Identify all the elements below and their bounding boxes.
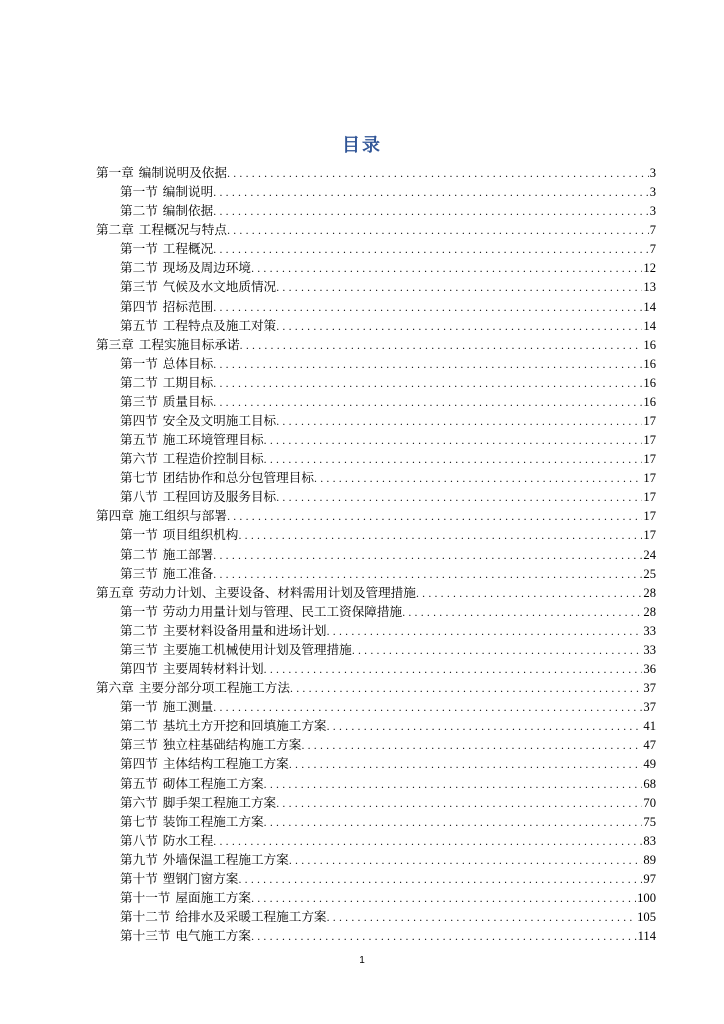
toc-entry-number: 第六章 [96, 680, 134, 696]
toc-entry-page: 37 [643, 700, 656, 715]
toc-entry-text: 防水工程 [162, 832, 214, 848]
toc-entry-text: 施工准备 [162, 565, 214, 581]
toc-dot-leader [276, 795, 642, 814]
toc-entry-number: 第十二节 [120, 909, 171, 925]
toc-entry-page: 68 [643, 776, 656, 791]
toc-dot-leader [251, 260, 642, 279]
toc-dot-leader [327, 623, 643, 642]
toc-entry-text: 项目组织机构 [162, 527, 239, 543]
toc-entry-page: 3 [649, 185, 656, 200]
toc-entry-page: 7 [649, 242, 656, 257]
toc-entry-number: 第三节 [120, 393, 158, 409]
toc-entry-page: 47 [643, 738, 656, 753]
toc-entry-page: 3 [649, 166, 656, 180]
toc-dot-leader [276, 318, 642, 337]
toc-entry-text: 装饰工程施工方案 [162, 813, 264, 829]
toc-entry-page: 25 [643, 566, 656, 581]
toc-entry-page: 16 [643, 356, 656, 371]
toc-entry-number: 第十三节 [120, 928, 171, 944]
toc-section-entry[interactable] [96, 926, 656, 945]
toc-entry-page: 28 [643, 585, 656, 600]
toc-entry-page: 89 [643, 852, 656, 867]
toc-section-entry[interactable] [96, 525, 656, 544]
toc-dot-leader [213, 299, 642, 318]
toc-entry-label [120, 239, 213, 258]
toc-section-entry[interactable] [96, 297, 656, 316]
toc-entry-number: 第五章 [96, 584, 134, 600]
toc-entry-page: 37 [643, 681, 656, 696]
toc-entry-label [120, 316, 276, 335]
toc-entry-label [120, 869, 238, 888]
toc-entry-page: 12 [643, 261, 656, 276]
toc-entry-number: 第二节 [120, 260, 158, 276]
toc-entry-label [120, 812, 264, 831]
toc-entry-label [120, 774, 264, 793]
toc-section-entry[interactable] [96, 430, 656, 449]
toc-dot-leader [227, 508, 642, 527]
toc-dot-leader [276, 489, 642, 508]
toc-entry-label [120, 735, 301, 754]
toc-section-entry[interactable] [96, 888, 656, 907]
toc-entry-text: 现场及周边环境 [162, 260, 251, 276]
toc-entry-text: 主体结构工程施工方案 [162, 756, 289, 772]
toc-entry-page: 7 [649, 223, 656, 238]
toc-dot-leader [290, 680, 643, 699]
toc-section-entry[interactable] [96, 201, 656, 220]
toc-entry-text: 质量目标 [162, 393, 214, 409]
toc-entry-label [120, 277, 276, 296]
toc-entry-text: 招标范围 [162, 298, 214, 314]
toc-entry-number: 第八节 [120, 489, 158, 505]
toc-entry-page: 17 [643, 509, 656, 524]
toc-entry-text: 主要材料设备用量和进场计划 [162, 622, 327, 638]
toc-entry-text: 劳动力用量计划与管理、民工工资保障措施 [162, 603, 403, 619]
toc-entry-page: 49 [643, 757, 656, 772]
toc-entry-label [120, 430, 264, 449]
toc-entry-page: 17 [643, 490, 656, 505]
toc-dot-leader [238, 871, 642, 890]
toc-entry-text: 基坑土方开挖和回填施工方案 [162, 718, 327, 734]
toc-dot-leader [213, 394, 642, 413]
toc-section-entry[interactable] [96, 277, 656, 296]
toc-entry-label [120, 258, 251, 277]
toc-entry-label [120, 411, 276, 430]
toc-entry-label [120, 659, 264, 678]
toc-entry-number: 第二节 [120, 622, 158, 638]
toc-entry-page: 83 [643, 833, 656, 848]
toc-entry-page: 33 [643, 642, 656, 657]
toc-entry-number: 第七节 [120, 813, 158, 829]
toc-entry-number: 第五节 [120, 775, 158, 791]
toc-dot-leader [289, 756, 643, 775]
toc-entry-text: 外墙保温工程施工方案 [162, 851, 289, 867]
toc-section-entry[interactable] [96, 316, 656, 335]
page-number: 1 [359, 955, 365, 966]
toc-entry-text: 气候及水文地质情况 [162, 279, 277, 295]
toc-section-entry[interactable] [96, 449, 656, 468]
toc-entry-number: 第一节 [120, 527, 158, 543]
toc-entry-text: 劳动力计划、主要设备、材料需用计划及管理措施 [138, 584, 416, 600]
toc-section-entry[interactable] [96, 621, 656, 640]
toc-entry-page: 36 [643, 662, 656, 677]
toc-entry-number: 第八节 [120, 832, 158, 848]
toc-entry-number: 第一节 [120, 184, 158, 200]
toc-entry-label [120, 449, 264, 468]
toc-entry-label [96, 220, 227, 239]
toc-section-entry[interactable] [96, 564, 656, 583]
toc-dot-leader [352, 642, 643, 661]
toc-dot-leader [264, 661, 643, 680]
toc-chapter-entry[interactable] [96, 163, 656, 182]
toc-dot-leader [213, 184, 649, 203]
toc-section-entry[interactable] [96, 411, 656, 430]
toc-entry-page: 17 [643, 414, 656, 429]
toc-entry-number: 第一节 [120, 603, 158, 619]
toc-entry-number: 第六节 [120, 794, 158, 810]
toc-entry-page: 14 [643, 318, 656, 333]
toc-section-entry[interactable] [96, 812, 656, 831]
toc-entry-page: 33 [643, 623, 656, 638]
toc-entry-number: 第三节 [120, 279, 158, 295]
toc-dot-leader [213, 375, 642, 394]
toc-dot-leader [240, 337, 643, 356]
toc-entry-number: 第四节 [120, 298, 158, 314]
toc-entry-label [120, 525, 238, 544]
toc-section-entry[interactable] [96, 831, 656, 850]
toc-entry-text: 电气施工方案 [175, 928, 251, 944]
toc-entry-text: 塑钢门窗方案 [162, 870, 239, 886]
toc-entry-number: 第二章 [96, 222, 134, 238]
toc-entry-text: 给排水及采暖工程施工方案 [175, 909, 327, 925]
toc-dot-leader [301, 737, 642, 756]
toc-entry-label [120, 907, 327, 926]
toc-entry-number: 第二节 [120, 203, 158, 219]
toc-entry-number: 第十节 [120, 870, 158, 886]
toc-entry-label [120, 754, 289, 773]
toc-entry-label [120, 716, 327, 735]
toc-entry-number: 第一节 [120, 699, 158, 715]
toc-section-entry[interactable] [96, 545, 656, 564]
toc-entry-label [120, 888, 251, 907]
toc-entry-label [120, 793, 276, 812]
toc-dot-leader [327, 909, 637, 928]
toc-entry-number: 第四节 [120, 413, 158, 429]
toc-dot-leader [227, 222, 649, 241]
toc-entry-label [120, 354, 213, 373]
toc-entry-label [120, 831, 213, 850]
toc-entry-text: 编制说明及依据 [138, 165, 227, 180]
toc-entry-label [96, 678, 290, 697]
toc-entry-number: 第九节 [120, 851, 158, 867]
toc-section-entry[interactable] [96, 392, 656, 411]
toc-entry-number: 第四章 [96, 508, 134, 524]
toc-entry-label [96, 583, 416, 602]
toc-entry-number: 第二节 [120, 374, 158, 390]
toc-entry-label [120, 621, 327, 640]
toc-dot-leader [416, 585, 643, 604]
toc-entry-page: 13 [643, 280, 656, 295]
toc-dot-leader [238, 527, 642, 546]
toc-entry-page: 16 [643, 375, 656, 390]
toc-entry-page: 16 [643, 337, 656, 352]
toc-dot-leader [276, 279, 642, 298]
toc-entry-number: 第六节 [120, 451, 158, 467]
toc-section-entry[interactable] [96, 468, 656, 487]
toc-dot-leader [251, 928, 637, 947]
toc-entry-number: 第十一节 [120, 889, 171, 905]
toc-entry-number: 第一节 [120, 241, 158, 257]
toc-section-entry[interactable] [96, 239, 656, 258]
toc-chapter-entry[interactable] [96, 506, 656, 525]
toc-entry-page: 24 [643, 547, 656, 562]
toc-entry-page: 114 [637, 929, 656, 944]
toc-entry-text: 施工部署 [162, 546, 214, 562]
toc-entry-text: 工期目标 [162, 374, 214, 390]
toc-entry-text: 安全及文明施工目标 [162, 413, 277, 429]
toc-entry-page: 16 [643, 394, 656, 409]
toc-title: 目录 [342, 135, 382, 156]
toc-section-entry[interactable] [96, 182, 656, 201]
toc-entry-page: 3 [649, 204, 656, 219]
toc-section-entry[interactable] [96, 354, 656, 373]
toc-chapter-entry[interactable] [96, 583, 656, 602]
toc-entry-number: 第四节 [120, 756, 158, 772]
toc-dot-leader [213, 356, 642, 375]
toc-entry-text: 工程回访及服务目标 [162, 489, 277, 505]
toc-entry-label [120, 392, 213, 411]
toc-section-entry[interactable] [96, 754, 656, 773]
toc-entry-number: 第一节 [120, 355, 158, 371]
toc-entry-text: 工程概况与特点 [138, 222, 227, 238]
toc-entry-text: 屋面施工方案 [175, 889, 251, 905]
toc-entry-number: 第四节 [120, 661, 158, 677]
toc-entry-label [96, 335, 240, 354]
toc-entry-page: 14 [643, 299, 656, 314]
toc-entry-text: 团结协作和总分包管理目标 [162, 470, 314, 486]
toc-section-entry[interactable] [96, 640, 656, 659]
toc-entry-number: 第三节 [120, 565, 158, 581]
toc-entry-text: 总体目标 [162, 355, 214, 371]
toc-dot-leader [264, 451, 643, 470]
toc-entry-page: 17 [643, 471, 656, 486]
toc-entry-text: 施工环境管理目标 [162, 432, 264, 448]
toc-section-entry[interactable] [96, 869, 656, 888]
toc-entry-number: 第三节 [120, 641, 158, 657]
toc-entry-page: 28 [643, 604, 656, 619]
toc-entry-label [120, 373, 213, 392]
toc-entry-page: 17 [643, 528, 656, 543]
toc-entry-label [96, 163, 227, 182]
toc-entry-label [120, 487, 276, 506]
toc-entry-text: 独立柱基础结构施工方案 [162, 737, 302, 753]
toc-entry-page: 17 [643, 433, 656, 448]
toc-entry-number: 第五节 [120, 432, 158, 448]
toc-entry-label [120, 201, 213, 220]
toc-entry-page: 97 [643, 871, 656, 886]
toc-section-entry[interactable] [96, 716, 656, 735]
toc-dot-leader [276, 413, 642, 432]
toc-entry-number: 第二节 [120, 546, 158, 562]
toc-dot-leader [213, 203, 649, 222]
toc-section-entry[interactable] [96, 774, 656, 793]
toc-entry-label [120, 640, 352, 659]
toc-entry-page: 100 [637, 890, 656, 905]
toc-entry-label [96, 506, 227, 525]
toc-chapter-entry[interactable] [96, 678, 656, 697]
toc-entry-text: 工程特点及施工对策 [162, 317, 277, 333]
toc-entry-number: 第三节 [120, 737, 158, 753]
toc-chapter-entry[interactable] [96, 335, 656, 354]
toc-entry-label [120, 697, 213, 716]
toc-dot-leader [314, 470, 643, 489]
toc-section-entry[interactable] [96, 602, 656, 621]
toc-dot-leader [264, 814, 643, 833]
toc-entry-text: 脚手架工程施工方案 [162, 794, 277, 810]
toc-entry-label [120, 602, 402, 621]
toc-entry-text: 施工测量 [162, 699, 214, 715]
toc-section-entry[interactable] [96, 907, 656, 926]
toc-section-entry[interactable] [96, 373, 656, 392]
toc-entry-text: 编制说明 [162, 184, 214, 200]
toc-entry-text: 主要分部分项工程施工方法 [138, 680, 290, 696]
toc-dot-leader [289, 852, 643, 871]
toc-entry-page: 41 [643, 719, 656, 734]
toc-entry-number: 第一章 [96, 165, 134, 180]
toc-dot-leader [213, 241, 649, 260]
toc-entry-text: 主要周转材料计划 [162, 661, 264, 677]
toc-entry-label [120, 468, 314, 487]
toc-entry-text: 工程造价控制目标 [162, 451, 264, 467]
toc-dot-leader [227, 165, 649, 184]
toc-entry-page: 70 [643, 795, 656, 810]
toc-entry-number: 第五节 [120, 317, 158, 333]
toc-entry-text: 编制依据 [162, 203, 214, 219]
toc-entry-label [120, 564, 213, 583]
toc-entry-label [120, 850, 289, 869]
toc-entry-label [120, 926, 251, 945]
toc-entry-number: 第三章 [96, 336, 134, 352]
toc-entry-label [120, 545, 213, 564]
toc-entry-number: 第七节 [120, 470, 158, 486]
toc-entry-label [120, 297, 213, 316]
toc-entry-page: 75 [643, 814, 656, 829]
toc-entry-text: 砌体工程施工方案 [162, 775, 264, 791]
toc-section-entry[interactable] [96, 793, 656, 812]
toc-entry-label [120, 182, 213, 201]
toc-entry-page: 17 [643, 452, 656, 467]
toc-dot-leader [264, 432, 643, 451]
table-of-contents [96, 163, 656, 945]
toc-section-entry[interactable] [96, 258, 656, 277]
toc-dot-leader [213, 547, 642, 566]
toc-dot-leader [402, 604, 642, 623]
toc-entry-text: 工程概况 [162, 241, 214, 257]
toc-entry-text: 施工组织与部署 [138, 508, 227, 524]
toc-dot-leader [327, 718, 643, 737]
toc-entry-text: 主要施工机械使用计划及管理措施 [162, 641, 352, 657]
toc-section-entry[interactable] [96, 487, 656, 506]
toc-entry-text: 工程实施目标承诺 [138, 336, 240, 352]
toc-chapter-entry[interactable] [96, 220, 656, 239]
toc-entry-number: 第二节 [120, 718, 158, 734]
toc-section-entry[interactable] [96, 850, 656, 869]
toc-section-entry[interactable] [96, 735, 656, 754]
toc-dot-leader [264, 776, 643, 795]
toc-entry-page: 105 [637, 910, 656, 925]
toc-section-entry[interactable] [96, 697, 656, 716]
toc-section-entry[interactable] [96, 659, 656, 678]
